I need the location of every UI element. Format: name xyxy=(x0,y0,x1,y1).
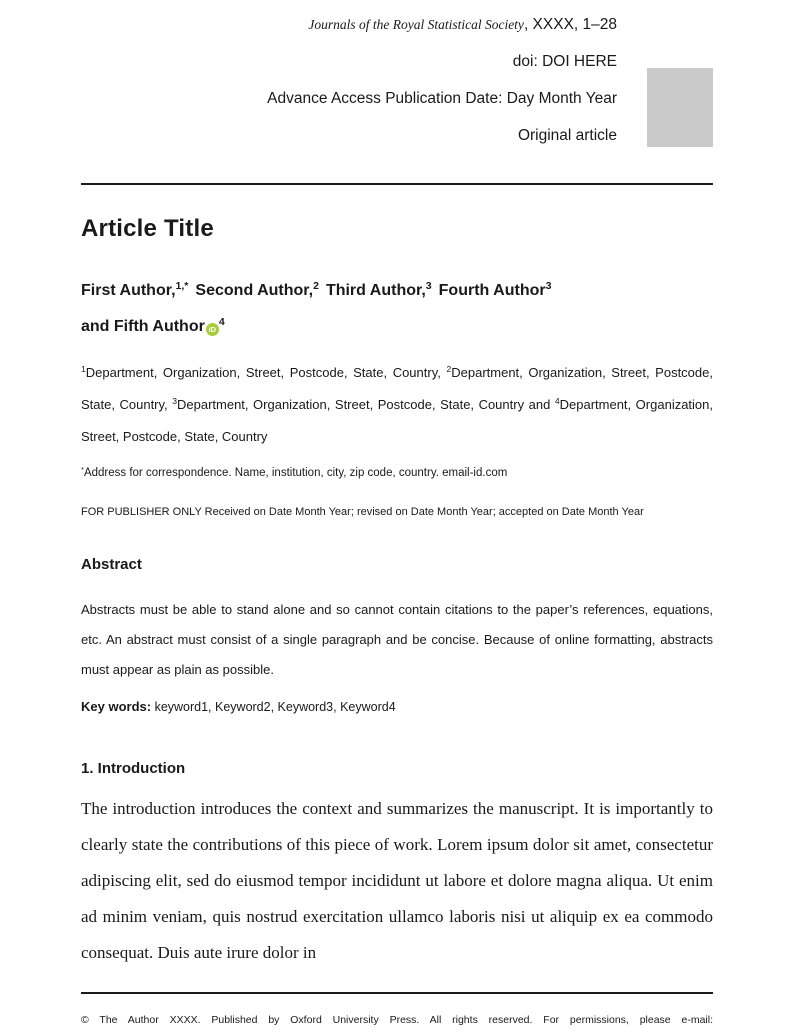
correspondence-marker: * xyxy=(81,464,84,474)
section-heading-introduction: 1. Introduction xyxy=(81,760,186,777)
page-footer xyxy=(81,992,713,1027)
keywords-line xyxy=(81,698,713,716)
article-title: Article Title xyxy=(81,215,214,242)
abstract-heading: Abstract xyxy=(81,556,142,573)
author-name: Fourth Author xyxy=(438,282,546,299)
article-type-line: Original article xyxy=(517,127,617,144)
advance-access-line: Advance Access Publication Date: Day Month Year xyxy=(267,90,617,107)
keywords-value: keyword1, Keyword2, Keyword3, Keyword4 xyxy=(154,700,396,714)
author-line-1 xyxy=(81,273,713,309)
affiliation-text: Department, Organization, Street, Postcode, State, Country, xyxy=(81,365,713,412)
keywords-label: Key words: xyxy=(81,699,152,714)
abstract-text: Abstracts must be able to stand alone and so cannot contain citations to the paper’s references, equations, etc. An abstract must consist of a single paragraph and be concise. Because of online formatting, abstracts must appear as plain as possible. xyxy=(81,602,713,677)
masthead xyxy=(81,6,713,154)
section-body-introduction: The introduction introduces the context and summarizes the manuscript. It is importantly to clearly state the contributions of this piece of work. Lorem ipsum dolor sit amet, consectetur adipiscing elit, sed do eiusmod tempor incididunt ut labore et dolore magna aliqua. Ut enim ad minim veniam, quis nostrud exercitation ullamco laboris nisi ut aliquip ex ea commodo consequat. Duis aute irure dolor in xyxy=(81,799,713,962)
author-sup: 3 xyxy=(425,280,432,293)
author-line-2 xyxy=(81,309,713,345)
copyright-line: © The Author XXXX. Published by Oxford University Press. All rights reserved. For permissions, please e-mail: xyxy=(81,1013,713,1026)
journal-logo-placeholder xyxy=(647,68,713,147)
author-name: Third Author, xyxy=(325,282,426,299)
author-sup: 2 xyxy=(313,280,319,293)
author-sup: 3 xyxy=(545,280,552,293)
author-list xyxy=(81,273,713,345)
author xyxy=(81,282,188,299)
author xyxy=(326,282,432,299)
journal-line xyxy=(81,6,617,43)
affiliation-text: Department, Organization, Street, Postcode, State, Country, xyxy=(85,365,447,380)
affiliation-sup: 4 xyxy=(554,396,560,407)
journal-name: Journals of the Royal Statistical Society xyxy=(308,17,524,32)
author-name: First Author, xyxy=(81,282,176,299)
affiliation-sup: 1 xyxy=(81,364,86,375)
affiliations xyxy=(81,357,713,453)
affiliation-text: Department, Organization, Street, Postcode, State, Country xyxy=(81,397,714,444)
author-name: and Fifth Author xyxy=(81,318,205,335)
doi-line: doi: DOI HERE xyxy=(512,53,617,70)
footer-rule xyxy=(81,992,713,994)
author xyxy=(195,282,319,299)
author-name: Second Author, xyxy=(195,282,314,299)
author xyxy=(439,282,552,299)
affiliation-text: Department, Organization, Street, Postcode, State, Country and xyxy=(176,397,555,412)
journal-issue: , XXXX, 1–28 xyxy=(523,16,617,33)
author-sup: 4 xyxy=(218,316,225,329)
affiliation-sup: 3 xyxy=(172,396,177,407)
publisher-note: FOR PUBLISHER ONLY Received on Date Month Year; revised on Date Month Year; accepted on Date Month Year xyxy=(81,506,644,518)
correspondence-note xyxy=(81,466,713,481)
header-rule xyxy=(81,183,713,185)
author-sup: 1,* xyxy=(175,280,189,293)
affiliation-sup: 2 xyxy=(446,364,452,375)
orcid-icon[interactable]: iD xyxy=(206,323,219,336)
correspondence-text: Address for correspondence. Name, institution, city, zip code, country. email-id.com xyxy=(83,467,508,479)
